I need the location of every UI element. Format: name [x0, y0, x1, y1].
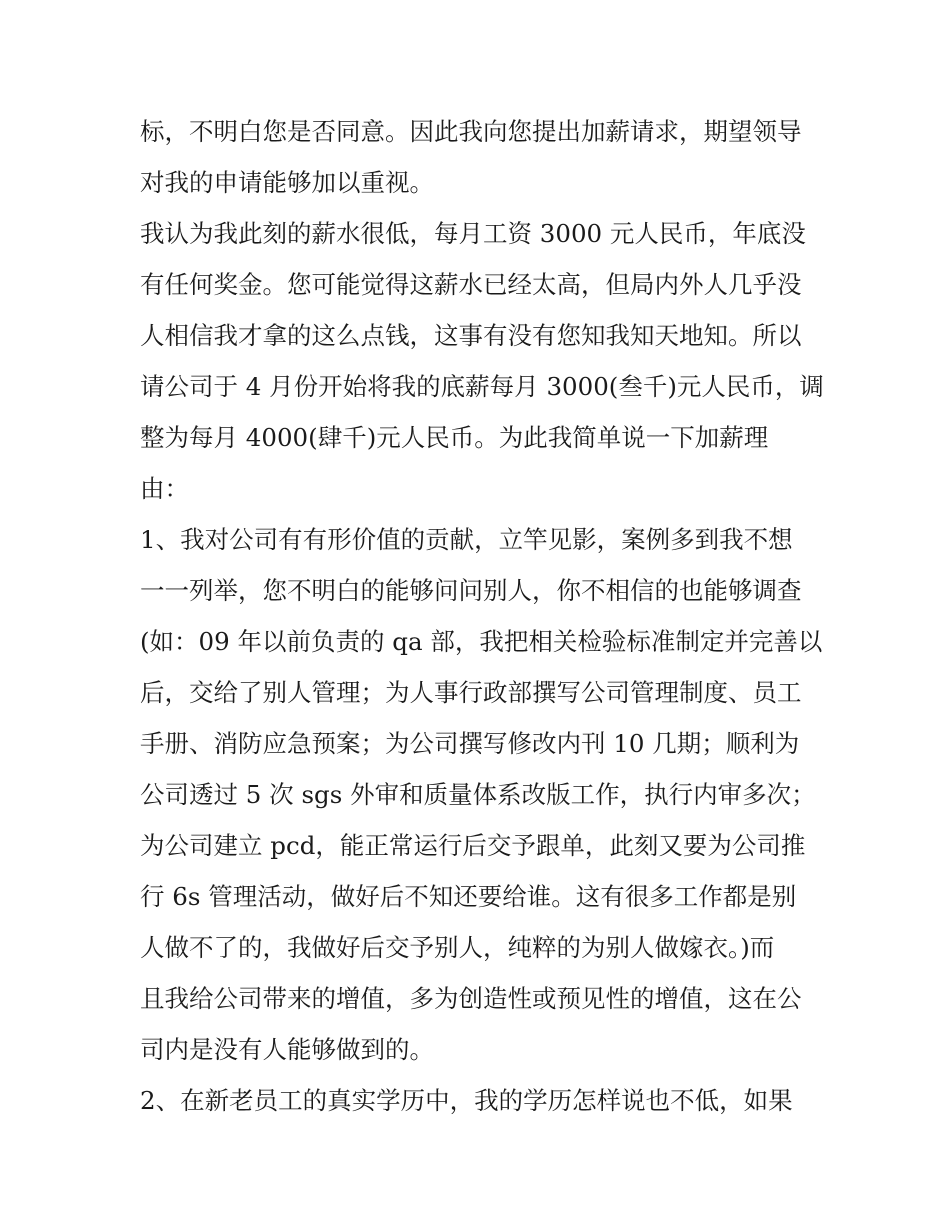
text-line: 由：	[140, 474, 189, 503]
text-line: 请公司于 4 月份开始将我的底薪每月 3000(叁千)元人民币，调	[140, 372, 824, 401]
text-line: 整为每月 4000(肆千)元人民币。为此我简单说一下加薪理	[140, 423, 769, 452]
text-line: 我认为我此刻的薪水很低，每月工资 3000 元人民币，年底没	[140, 219, 806, 248]
text-line: 有任何奖金。您可能觉得这薪水已经太高，但局内外人几乎没	[140, 270, 802, 299]
text-line: 公司透过 5 次 sgs 外审和质量体系改版工作，执行内审多次；	[140, 780, 816, 809]
text-line: 行 6s 管理活动，做好后不知还要给谁。这有很多工作都是别	[140, 882, 797, 911]
text-line: 司内是没有人能够做到的。	[140, 1035, 434, 1064]
text-line: 后，交给了别人管理；为人事行政部撰写公司管理制度、员工	[140, 678, 802, 707]
text-line: 手册、消防应急预案；为公司撰写修改内刊 10 几期；顺利为	[140, 729, 800, 758]
text-line: 对我的申请能够加以重视。	[140, 168, 434, 197]
text-line: 1、我对公司有有形价值的贡献，立竿见影，案例多到我不想	[140, 525, 793, 554]
text-line: 一一列举，您不明白的能够问问别人，你不相信的也能够调查	[140, 576, 802, 605]
text-line: 为公司建立 pcd，能正常运行后交予跟单，此刻又要为公司推	[140, 831, 806, 860]
text-line: (如：09 年以前负责的 qa 部，我把相关检验标准制定并完善以	[140, 627, 823, 656]
document-body	[140, 106, 824, 1126]
text-line: 人做不了的，我做好后交予别人，纯粹的为别人做嫁衣。)而	[140, 933, 775, 962]
text-line: 人相信我才拿的这么点钱，这事有没有您知我知天地知。所以	[140, 321, 802, 350]
text-line: 2、在新老员工的真实学历中，我的学历怎样说也不低，如果	[140, 1086, 793, 1115]
text-line: 且我给公司带来的增值，多为创造性或预见性的增值，这在公	[140, 984, 802, 1013]
text-line: 标，不明白您是否同意。因此我向您提出加薪请求，期望领导	[140, 117, 802, 146]
